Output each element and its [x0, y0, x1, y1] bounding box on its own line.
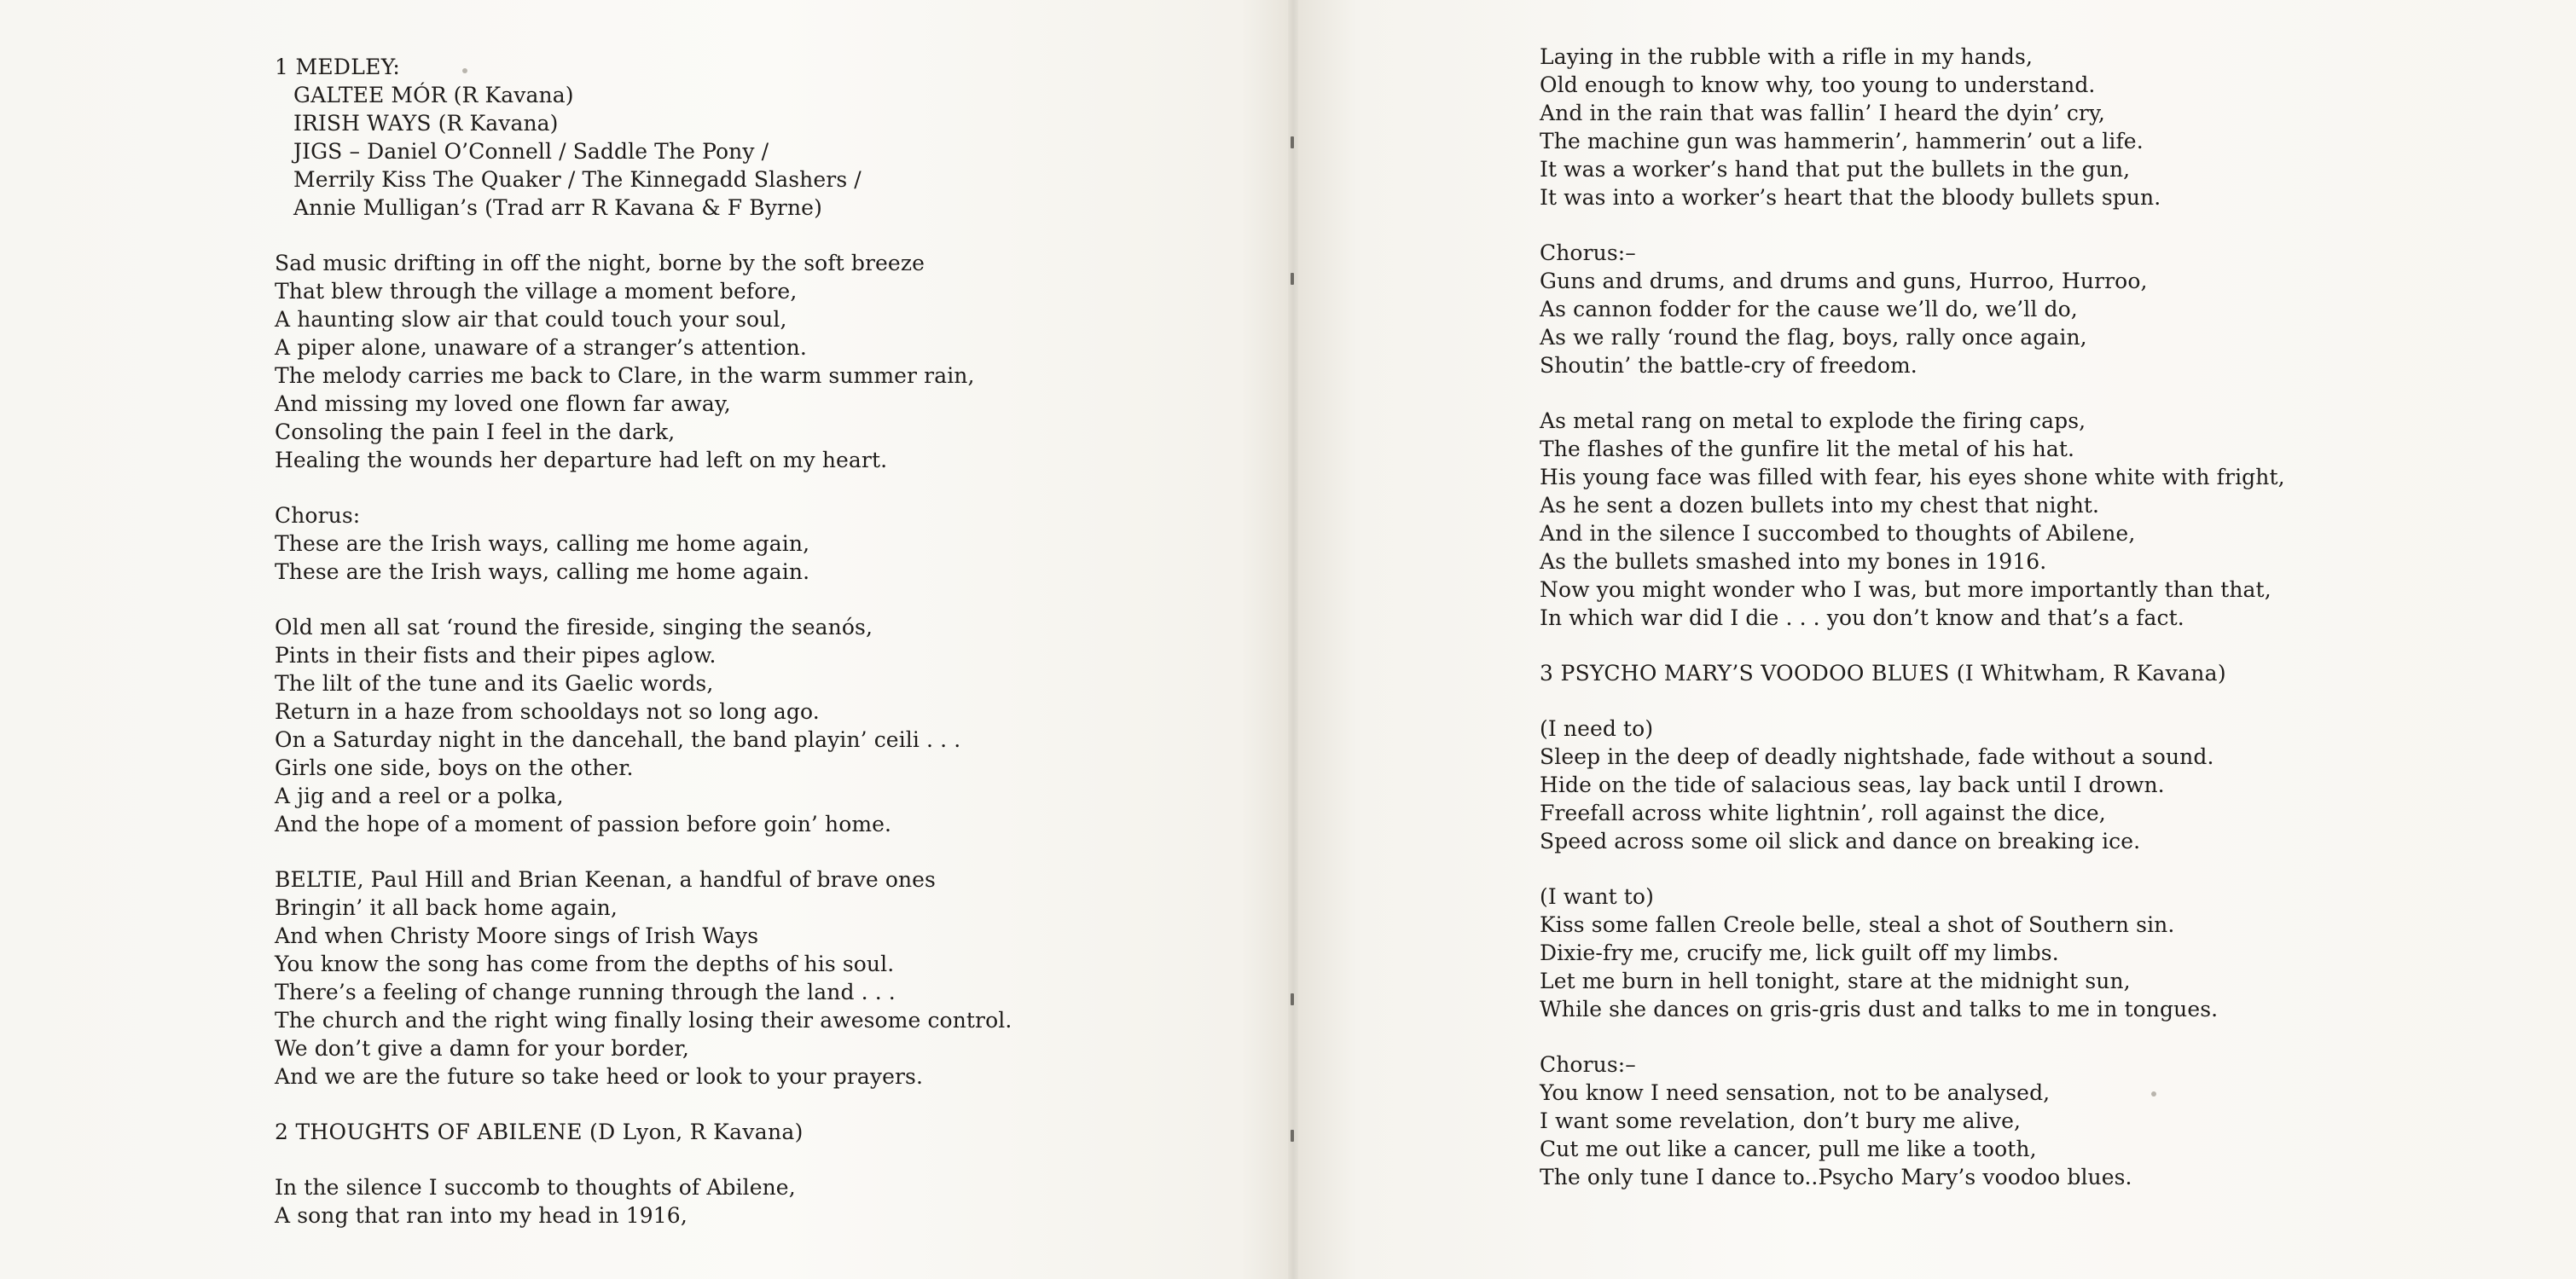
lyric-line: You know the song has come from the depths of his soul. — [275, 952, 895, 976]
medley-credit-line: Merrily Kiss The Quaker / The Kinnegadd Slashers / — [293, 167, 862, 192]
right-page — [1292, 0, 2576, 1279]
lyric-line: Consoling the pain I feel in the dark, — [275, 420, 676, 444]
lyric-line: Pints in their fists and their pipes aglow. — [275, 643, 717, 668]
lyric-line: Shoutin’ the battle-cry of freedom. — [1540, 353, 1917, 378]
lyric-line: The melody carries me back to Clare, in the warm summer rain, — [275, 363, 975, 388]
lyric-line: I want some revelation, don’t bury me alive, — [1540, 1108, 2022, 1133]
chorus-irish-ways — [275, 501, 1256, 586]
verse-abilene-a — [1540, 43, 2546, 211]
stanza-gap — [275, 586, 1256, 613]
lyric-line: Old men all sat ‘round the fireside, singing the seanós, — [275, 615, 873, 640]
stanza-gap — [1540, 211, 2546, 239]
chorus-abilene — [1540, 239, 2546, 379]
staple-mark — [1291, 993, 1294, 1005]
lyric-line: In the silence I succomb to thoughts of Abilene, — [275, 1175, 796, 1200]
lyric-line: The only tune I dance to..Psycho Mary’s voodoo blues. — [1540, 1165, 2132, 1189]
lyric-line: While she dances on gris-gris dust and talks to me in tongues. — [1540, 997, 2219, 1021]
lyric-line: Sleep in the deep of deadly nightshade, fade without a sound. — [1540, 744, 2214, 769]
lyric-line: In which war did I die . . . you don’t know and that’s a fact. — [1540, 605, 2184, 630]
paper-speck — [462, 68, 467, 73]
lyric-line: It was into a worker’s heart that the bloody bullets spun. — [1540, 185, 2161, 210]
lyric-line: Guns and drums, and drums and guns, Hurroo, Hurroo, — [1540, 269, 2148, 293]
stanza-gap — [1540, 632, 2546, 659]
lyric-line: And when Christy Moore sings of Irish Ways — [275, 923, 759, 948]
lyric-line: The lilt of the tune and its Gaelic words, — [275, 671, 714, 696]
stanza-gap — [275, 838, 1256, 865]
lyric-line: Now you might wonder who I was, but more importantly than that, — [1540, 577, 2271, 602]
lyric-line: There’s a feeling of change running through the land . . . — [275, 980, 896, 1004]
lyric-line: As the bullets smashed into my bones in 1916. — [1540, 549, 2047, 574]
lyric-line: As he sent a dozen bullets into my chest that night. — [1540, 493, 2100, 518]
lyric-line: Dixie-fry me, crucify me, lick guilt off my limbs. — [1540, 940, 2059, 965]
lyric-line: Freefall across white lightnin’, roll against the dice, — [1540, 801, 2106, 825]
lyric-line: A jig and a reel or a polka, — [275, 784, 564, 808]
lyric-line: The flashes of the gunfire lit the metal of his hat. — [1540, 437, 2075, 461]
lyric-line: Return in a haze from schooldays not so long ago. — [275, 699, 820, 724]
medley-credit-line: GALTEE MÓR (R Kavana) — [293, 83, 574, 107]
verse-need-to — [1540, 715, 2546, 855]
stanza-gap — [275, 474, 1256, 501]
lyric-line: Speed across some oil slick and dance on breaking ice. — [1540, 829, 2141, 854]
lyric-line: Old enough to know why, too young to understand. — [1540, 72, 2096, 97]
lyric-line: Bringin’ it all back home again, — [275, 895, 618, 920]
lyric-line: Kiss some fallen Creole belle, steal a shot of Southern sin. — [1540, 912, 2175, 937]
lyric-line: And we are the future so take heed or look to your prayers. — [275, 1064, 924, 1089]
lyric-line: BELTIE, Paul Hill and Brian Keenan, a handful of brave ones — [275, 867, 936, 892]
left-page-text — [275, 53, 1256, 1230]
verse-want-to — [1540, 883, 2546, 1023]
lyric-line: As cannon fodder for the cause we’ll do, we’ll do, — [1540, 297, 2078, 321]
lyric-line: The machine gun was hammerin’, hammerin’ out a life. — [1540, 129, 2144, 153]
lyric-line: These are the Irish ways, calling me home again, — [275, 531, 810, 556]
verse-abilene-b — [1540, 407, 2546, 632]
section-label: (I need to) — [1540, 716, 1654, 741]
stanza-gap — [275, 222, 1256, 249]
stanza-gap — [1540, 687, 2546, 715]
lyric-line: Let me burn in hell tonight, stare at the midnight sun, — [1540, 969, 2131, 993]
lyric-line: Laying in the rubble with a rifle in my hands, — [1540, 44, 2033, 69]
lyric-line: On a Saturday night in the dancehall, the band playin’ ceili . . . — [275, 727, 961, 752]
song-2-intro — [275, 1173, 1256, 1230]
chorus-label: Chorus:– — [1540, 1052, 1636, 1077]
chorus-label: Chorus: — [275, 503, 361, 528]
medley-title: 1 MEDLEY: — [275, 55, 401, 79]
lyric-line: A haunting slow air that could touch your soul, — [275, 307, 787, 332]
lyric-line: His young face was filled with fear, his eyes shone white with fright, — [1540, 465, 2285, 489]
stanza-gap — [1540, 379, 2546, 407]
lyric-line: And in the rain that was fallin’ I heard the dyin’ cry, — [1540, 101, 2105, 125]
lyric-line: Healing the wounds her departure had left on my heart. — [275, 448, 888, 472]
section-label: (I want to) — [1540, 884, 1654, 909]
chorus-label: Chorus:– — [1540, 240, 1636, 265]
lyric-line: The church and the right wing finally losing their awesome control. — [275, 1008, 1012, 1033]
paper-speck — [2151, 1091, 2156, 1097]
lyric-line: As metal rang on metal to explode the firing caps, — [1540, 408, 2086, 433]
lyric-line: Girls one side, boys on the other. — [275, 755, 634, 780]
stanza-gap — [275, 1091, 1256, 1118]
staple-mark — [1291, 1130, 1294, 1142]
lyric-line: We don’t give a damn for your border, — [275, 1036, 689, 1061]
lyric-line: And the hope of a moment of passion before goin’ home. — [275, 812, 892, 836]
lyric-line: Cut me out like a cancer, pull me like a tooth, — [1540, 1137, 2037, 1161]
stanza-gap — [1540, 855, 2546, 883]
lyric-line: You know I need sensation, not to be analysed, — [1540, 1080, 2051, 1105]
staple-mark — [1291, 273, 1294, 285]
lyric-line: That blew through the village a moment before, — [275, 279, 798, 304]
stanza-gap — [275, 1146, 1256, 1173]
staple-mark — [1291, 136, 1294, 148]
verse-2 — [275, 613, 1256, 838]
right-page-text — [1540, 43, 2546, 1191]
medley-credit-line: IRISH WAYS (R Kavana) — [293, 111, 559, 136]
lyric-line: And in the silence I succombed to thoughts of Abilene, — [1540, 521, 2136, 546]
verse-3 — [275, 865, 1256, 1091]
lyric-line: And missing my loved one flown far away, — [275, 391, 731, 416]
center-fold — [1288, 0, 1298, 1279]
lyric-line: These are the Irish ways, calling me home again. — [275, 559, 810, 584]
medley-credit-line: Annie Mulligan’s (Trad arr R Kavana & F Byrne) — [293, 195, 822, 220]
verse-1 — [275, 249, 1256, 474]
lyric-line: It was a worker’s hand that put the bullets in the gun, — [1540, 157, 2131, 182]
song-2-title: 2 THOUGHTS OF ABILENE (D Lyon, R Kavana) — [275, 1120, 804, 1144]
lyric-line: Hide on the tide of salacious seas, lay back until I drown. — [1540, 773, 2165, 797]
lyric-line: As we rally ‘round the flag, boys, rally once again, — [1540, 325, 2087, 350]
song-3-title: 3 PSYCHO MARY’S VOODOO BLUES (I Whitwham, R Kavana) — [1540, 661, 2226, 686]
chorus-voodoo-blues — [1540, 1050, 2546, 1191]
lyric-line: A song that ran into my head in 1916, — [275, 1203, 688, 1228]
medley-credit-line: JIGS – Daniel O’Connell / Saddle The Pony / — [293, 139, 769, 164]
stanza-gap — [1540, 1023, 2546, 1050]
lyric-line: A piper alone, unaware of a stranger’s attention. — [275, 335, 807, 360]
lyric-line: Sad music drifting in off the night, borne by the soft breeze — [275, 251, 925, 275]
